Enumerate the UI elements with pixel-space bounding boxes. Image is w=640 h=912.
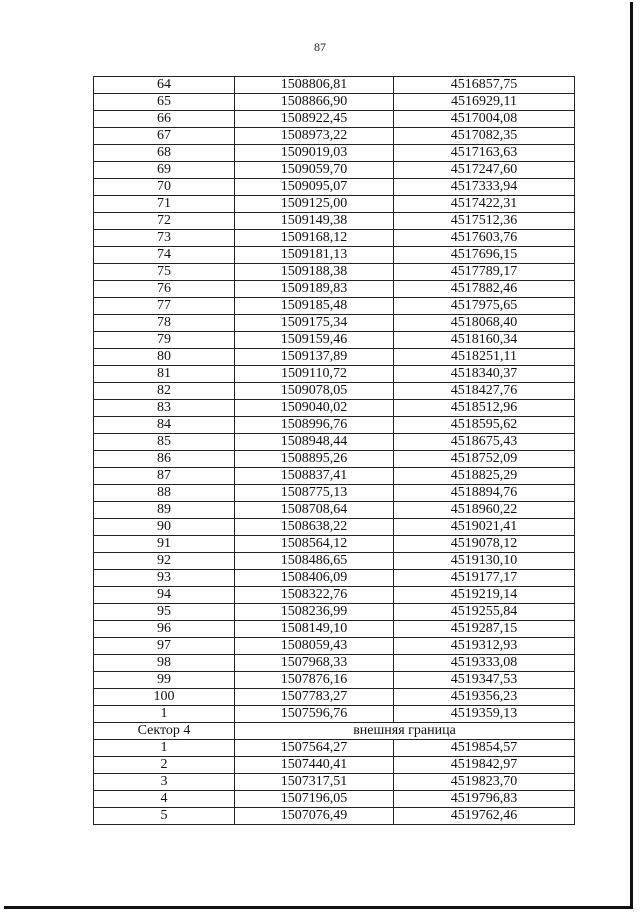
page-number: 87: [314, 40, 326, 54]
table-row: [94, 774, 575, 791]
table-row: [94, 128, 575, 145]
x-coordinate: 1508406,09: [235, 570, 394, 587]
point-number: 98: [94, 655, 235, 672]
y-coordinate: 4518427,76: [394, 383, 575, 400]
table-row: [94, 162, 575, 179]
y-coordinate: 4519255,84: [394, 604, 575, 621]
y-coordinate: 4516929,11: [394, 94, 575, 111]
point-number: 1: [94, 740, 235, 757]
x-coordinate: 1509185,48: [235, 298, 394, 315]
point-number: 94: [94, 587, 235, 604]
table-row: [94, 706, 575, 723]
table-row: [94, 247, 575, 264]
point-number: 70: [94, 179, 235, 196]
y-coordinate: 4518960,22: [394, 502, 575, 519]
table-row: [94, 179, 575, 196]
x-coordinate: 1507876,16: [235, 672, 394, 689]
x-coordinate: 1509137,89: [235, 349, 394, 366]
x-coordinate: 1508322,76: [235, 587, 394, 604]
x-coordinate: 1509149,38: [235, 213, 394, 230]
x-coordinate: 1509189,83: [235, 281, 394, 298]
x-coordinate: 1508948,44: [235, 434, 394, 451]
table-row: [94, 264, 575, 281]
y-coordinate: 4519333,08: [394, 655, 575, 672]
point-number: 97: [94, 638, 235, 655]
x-coordinate: 1509125,00: [235, 196, 394, 213]
point-number: 75: [94, 264, 235, 281]
x-coordinate: 1509168,12: [235, 230, 394, 247]
y-coordinate: 4519287,15: [394, 621, 575, 638]
y-coordinate: 4517333,94: [394, 179, 575, 196]
y-coordinate: 4518340,37: [394, 366, 575, 383]
x-coordinate: 1509040,02: [235, 400, 394, 417]
point-number: 64: [94, 77, 235, 94]
y-coordinate: 4517789,17: [394, 264, 575, 281]
x-coordinate: 1509175,34: [235, 315, 394, 332]
point-number: 88: [94, 485, 235, 502]
y-coordinate: 4517696,15: [394, 247, 575, 264]
table-row: [94, 672, 575, 689]
point-number: 99: [94, 672, 235, 689]
y-coordinate: 4517882,46: [394, 281, 575, 298]
y-coordinate: 4519823,70: [394, 774, 575, 791]
x-coordinate: 1507076,49: [235, 808, 394, 825]
y-coordinate: 4519130,10: [394, 553, 575, 570]
point-number: 85: [94, 434, 235, 451]
y-coordinate: 4519312,93: [394, 638, 575, 655]
y-coordinate: 4519854,57: [394, 740, 575, 757]
table-row: [94, 111, 575, 128]
y-coordinate: 4518675,43: [394, 434, 575, 451]
point-number: 92: [94, 553, 235, 570]
x-coordinate: 1508806,81: [235, 77, 394, 94]
point-number: 73: [94, 230, 235, 247]
table-row: [94, 604, 575, 621]
point-number: 77: [94, 298, 235, 315]
x-coordinate: 1508866,90: [235, 94, 394, 111]
y-coordinate: 4518752,09: [394, 451, 575, 468]
sector-header: [94, 723, 575, 740]
table-row: [94, 366, 575, 383]
point-number: 1: [94, 706, 235, 723]
table-row: [94, 94, 575, 111]
point-number: 86: [94, 451, 235, 468]
table-row: [94, 213, 575, 230]
x-coordinate: 1508973,22: [235, 128, 394, 145]
x-coordinate: 1508708,64: [235, 502, 394, 519]
y-coordinate: 4518512,96: [394, 400, 575, 417]
coordinates-table-body-part2: [94, 740, 575, 825]
x-coordinate: 1509059,70: [235, 162, 394, 179]
coordinates-table-body-part1: [94, 77, 575, 723]
x-coordinate: 1509019,03: [235, 145, 394, 162]
x-coordinate: 1508638,22: [235, 519, 394, 536]
point-number: 3: [94, 774, 235, 791]
x-coordinate: 1508486,65: [235, 553, 394, 570]
point-number: 100: [94, 689, 235, 706]
table-row: [94, 77, 575, 94]
y-coordinate: 4519078,12: [394, 536, 575, 553]
point-number: 78: [94, 315, 235, 332]
x-coordinate: 1508922,45: [235, 111, 394, 128]
x-coordinate: 1507596,76: [235, 706, 394, 723]
x-coordinate: 1508149,10: [235, 621, 394, 638]
point-number: 83: [94, 400, 235, 417]
table-row: [94, 230, 575, 247]
point-number: 4: [94, 791, 235, 808]
y-coordinate: 4519356,23: [394, 689, 575, 706]
sector-label: Сектор 4: [94, 723, 235, 740]
x-coordinate: 1508775,13: [235, 485, 394, 502]
x-coordinate: 1507968,33: [235, 655, 394, 672]
table-row: [94, 281, 575, 298]
y-coordinate: 4518251,11: [394, 349, 575, 366]
table-row: [94, 349, 575, 366]
point-number: 72: [94, 213, 235, 230]
table-row: [94, 791, 575, 808]
table-row: [94, 145, 575, 162]
table-row: [94, 519, 575, 536]
table-row: [94, 315, 575, 332]
y-coordinate: 4519842,97: [394, 757, 575, 774]
table-row: [94, 400, 575, 417]
x-coordinate: 1508059,43: [235, 638, 394, 655]
y-coordinate: 4517082,35: [394, 128, 575, 145]
y-coordinate: 4516857,75: [394, 77, 575, 94]
y-coordinate: 4519219,14: [394, 587, 575, 604]
point-number: 89: [94, 502, 235, 519]
x-coordinate: 1508564,12: [235, 536, 394, 553]
x-coordinate: 1509110,72: [235, 366, 394, 383]
table-row: [94, 298, 575, 315]
table-row: [94, 553, 575, 570]
table-row: [94, 808, 575, 825]
point-number: 5: [94, 808, 235, 825]
table-row: [94, 383, 575, 400]
y-coordinate: 4517422,31: [394, 196, 575, 213]
point-number: 76: [94, 281, 235, 298]
table-row: [94, 638, 575, 655]
y-coordinate: 4517247,60: [394, 162, 575, 179]
point-number: 74: [94, 247, 235, 264]
point-number: 93: [94, 570, 235, 587]
point-number: 79: [94, 332, 235, 349]
table-row: [94, 502, 575, 519]
point-number: 80: [94, 349, 235, 366]
coordinates-table: [93, 76, 575, 825]
x-coordinate: 1509188,38: [235, 264, 394, 281]
x-coordinate: 1507440,41: [235, 757, 394, 774]
table-row: [94, 757, 575, 774]
table-row: [94, 536, 575, 553]
table-row: [94, 740, 575, 757]
table-row: [94, 587, 575, 604]
y-coordinate: 4519796,83: [394, 791, 575, 808]
table-row: [94, 468, 575, 485]
x-coordinate: 1508895,26: [235, 451, 394, 468]
y-coordinate: 4517163,63: [394, 145, 575, 162]
point-number: 82: [94, 383, 235, 400]
x-coordinate: 1509078,05: [235, 383, 394, 400]
table-row: [94, 570, 575, 587]
table-row: [94, 434, 575, 451]
x-coordinate: 1508837,41: [235, 468, 394, 485]
table-row: [94, 655, 575, 672]
table-row: [94, 417, 575, 434]
table-row: [94, 332, 575, 349]
y-coordinate: 4518825,29: [394, 468, 575, 485]
point-number: 65: [94, 94, 235, 111]
y-coordinate: 4519021,41: [394, 519, 575, 536]
y-coordinate: 4517603,76: [394, 230, 575, 247]
point-number: 2: [94, 757, 235, 774]
y-coordinate: 4517975,65: [394, 298, 575, 315]
boundary-label: внешняя граница: [235, 723, 575, 740]
y-coordinate: 4518160,34: [394, 332, 575, 349]
x-coordinate: 1508996,76: [235, 417, 394, 434]
point-number: 81: [94, 366, 235, 383]
point-number: 96: [94, 621, 235, 638]
x-coordinate: 1507196,05: [235, 791, 394, 808]
y-coordinate: 4517512,36: [394, 213, 575, 230]
y-coordinate: 4517004,08: [394, 111, 575, 128]
x-coordinate: 1509159,46: [235, 332, 394, 349]
y-coordinate: 4519347,53: [394, 672, 575, 689]
table-row: [94, 451, 575, 468]
y-coordinate: 4519762,46: [394, 808, 575, 825]
table-row: [94, 485, 575, 502]
point-number: 84: [94, 417, 235, 434]
point-number: 69: [94, 162, 235, 179]
point-number: 95: [94, 604, 235, 621]
y-coordinate: 4518894,76: [394, 485, 575, 502]
x-coordinate: 1507317,51: [235, 774, 394, 791]
table-row: [94, 621, 575, 638]
table-row: [94, 689, 575, 706]
point-number: 68: [94, 145, 235, 162]
y-coordinate: 4519359,13: [394, 706, 575, 723]
x-coordinate: 1507783,27: [235, 689, 394, 706]
x-coordinate: 1508236,99: [235, 604, 394, 621]
y-coordinate: 4519177,17: [394, 570, 575, 587]
x-coordinate: 1507564,27: [235, 740, 394, 757]
x-coordinate: 1509181,13: [235, 247, 394, 264]
sector-header-row: [94, 723, 575, 740]
point-number: 66: [94, 111, 235, 128]
point-number: 67: [94, 128, 235, 145]
y-coordinate: 4518595,62: [394, 417, 575, 434]
x-coordinate: 1509095,07: [235, 179, 394, 196]
table-row: [94, 196, 575, 213]
point-number: 71: [94, 196, 235, 213]
point-number: 87: [94, 468, 235, 485]
point-number: 91: [94, 536, 235, 553]
y-coordinate: 4518068,40: [394, 315, 575, 332]
point-number: 90: [94, 519, 235, 536]
